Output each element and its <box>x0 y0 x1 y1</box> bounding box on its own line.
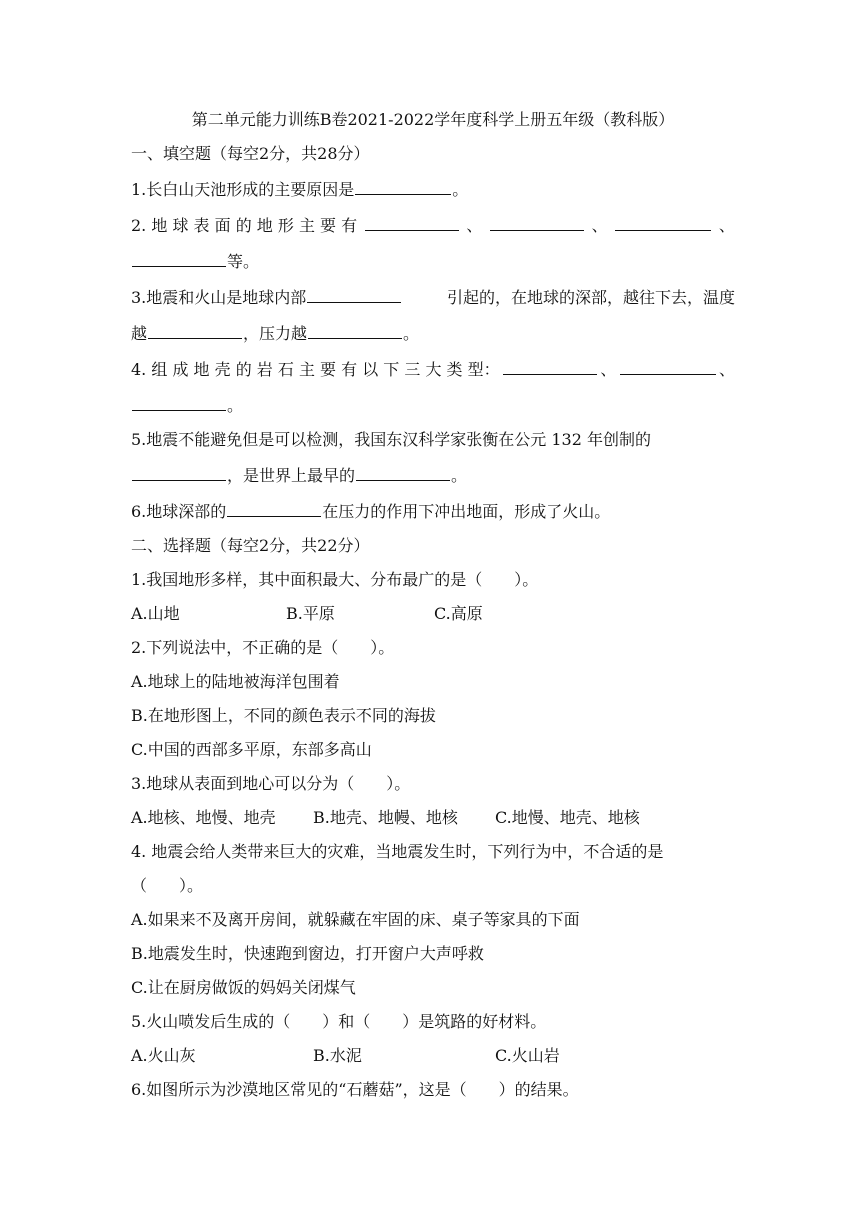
choice-question-2: 2.下列说法中，不正确的是（ ）。 <box>131 638 395 657</box>
fill-question-4-cont <box>131 392 735 418</box>
answer-blank <box>307 284 401 303</box>
section2-heading: 二、选择题（每空2分，共22分） <box>131 536 370 555</box>
option-c: C.火山岩 <box>495 1046 560 1065</box>
fill-question-3 <box>131 284 735 310</box>
option-b: B.水泥 <box>313 1046 362 1065</box>
q2-text: 2. 地 球 表 面 的 地 形 主 要 有 <box>131 216 358 235</box>
option-c: C.地慢、地壳、地核 <box>495 808 640 827</box>
choice-question-5: 5.火山喷发后生成的（ ）和（ ）是筑路的好材料。 <box>131 1012 547 1031</box>
option-b: B.在地形图上，不同的颜色表示不同的海拔 <box>131 706 436 725</box>
option-b: B.地震发生时，快速跑到窗边，打开窗户大声呼救 <box>131 944 484 963</box>
answer-blank <box>227 498 321 517</box>
choice-options-5 <box>131 1044 735 1068</box>
choice-question-3: 3.地球从表面到地心可以分为（ ）。 <box>131 774 411 793</box>
answer-blank <box>356 462 450 481</box>
choice-question-4: 4. 地震会给人类带来巨大的灾难，当地震发生时，下列行为中，不合适的是 <box>131 842 664 861</box>
answer-blank <box>132 248 226 267</box>
q2-sep: 、 <box>591 216 608 235</box>
fill-question-4 <box>131 356 735 382</box>
q4-sep: 、 <box>600 360 617 379</box>
answer-blank <box>148 320 242 339</box>
option-a: A.火山灰 <box>131 1046 196 1065</box>
answer-blank <box>620 356 716 375</box>
option-a: A.如果来不及离开房间，就躲藏在牢固的床、桌子等家具的下面 <box>131 910 580 929</box>
fill-question-3-cont <box>131 320 735 346</box>
exam-page <box>131 108 735 1112</box>
fill-question-5-cont <box>131 462 735 488</box>
choice-options-3 <box>131 806 735 830</box>
fill-question-2-cont <box>131 248 735 274</box>
fill-question-6 <box>131 498 735 524</box>
q1-text: 1.长白山天池形成的主要原因是 <box>131 180 355 199</box>
section1-heading: 一、填空题（每空2分，共28分） <box>131 144 370 163</box>
option-b: B.地壳、地幔、地核 <box>313 808 458 827</box>
q2-sep: 、 <box>466 216 483 235</box>
q5-text: 5.地震不能避免但是可以检测，我国东汉科学家张衡在公元 132 年创制的 <box>131 430 651 449</box>
q3-text-2: 引起的，在地球的深部，越往下去，温度 <box>446 288 735 307</box>
page-title: 第二单元能力训练B卷2021-2022学年度科学上册五年级（教科版） <box>191 110 675 129</box>
q3-text-4: ，压力越 <box>243 324 308 343</box>
q5-end: 。 <box>451 466 468 485</box>
fill-question-1 <box>131 176 735 202</box>
q5-text-2: ，是世界上最早的 <box>227 466 356 485</box>
choice-question-1: 1.我国地形多样，其中面积最大、分布最广的是（ ）。 <box>131 570 539 589</box>
answer-blank <box>365 212 459 231</box>
fill-question-5 <box>131 428 735 452</box>
option-b: B.平原 <box>286 604 335 623</box>
option-c: C.高原 <box>434 604 483 623</box>
choice-options-1 <box>131 602 735 626</box>
choice-question-4-cont: （ ）。 <box>131 876 204 895</box>
fill-question-2 <box>131 212 735 238</box>
q4-sep: 、 <box>718 360 735 379</box>
answer-blank <box>615 212 711 231</box>
option-c: C.中国的西部多平原，东部多高山 <box>131 740 372 759</box>
option-c: C.让在厨房做饭的妈妈关闭煤气 <box>131 978 356 997</box>
q2-end: 等。 <box>227 252 260 271</box>
q3-end: 。 <box>403 324 420 343</box>
choice-question-6: 6.如图所示为沙漠地区常见的“石蘑菇”，这是（ ）的结果。 <box>131 1080 579 1099</box>
answer-blank <box>490 212 584 231</box>
q6-text: 6.地球深部的 <box>131 502 227 521</box>
q3-text: 3.地震和火山是地球内部 <box>131 288 307 307</box>
q3-text-3: 越 <box>131 324 148 343</box>
answer-blank <box>503 356 597 375</box>
q6-text-2: 在压力的作用下冲出地面，形成了火山。 <box>322 502 611 521</box>
option-a: A.地核、地慢、地壳 <box>131 808 276 827</box>
option-a: A.山地 <box>131 604 180 623</box>
answer-blank <box>355 176 451 195</box>
q4-text: 4. 组 成 地 壳 的 岩 石 主 要 有 以 下 三 大 类 型： <box>131 360 500 379</box>
option-a: A.地球上的陆地被海洋包围着 <box>131 672 340 691</box>
q4-end: 。 <box>227 396 244 415</box>
answer-blank <box>308 320 402 339</box>
answer-blank <box>132 462 226 481</box>
q1-end: 。 <box>452 180 469 199</box>
q2-sep: 、 <box>718 216 735 235</box>
answer-blank <box>132 392 226 411</box>
